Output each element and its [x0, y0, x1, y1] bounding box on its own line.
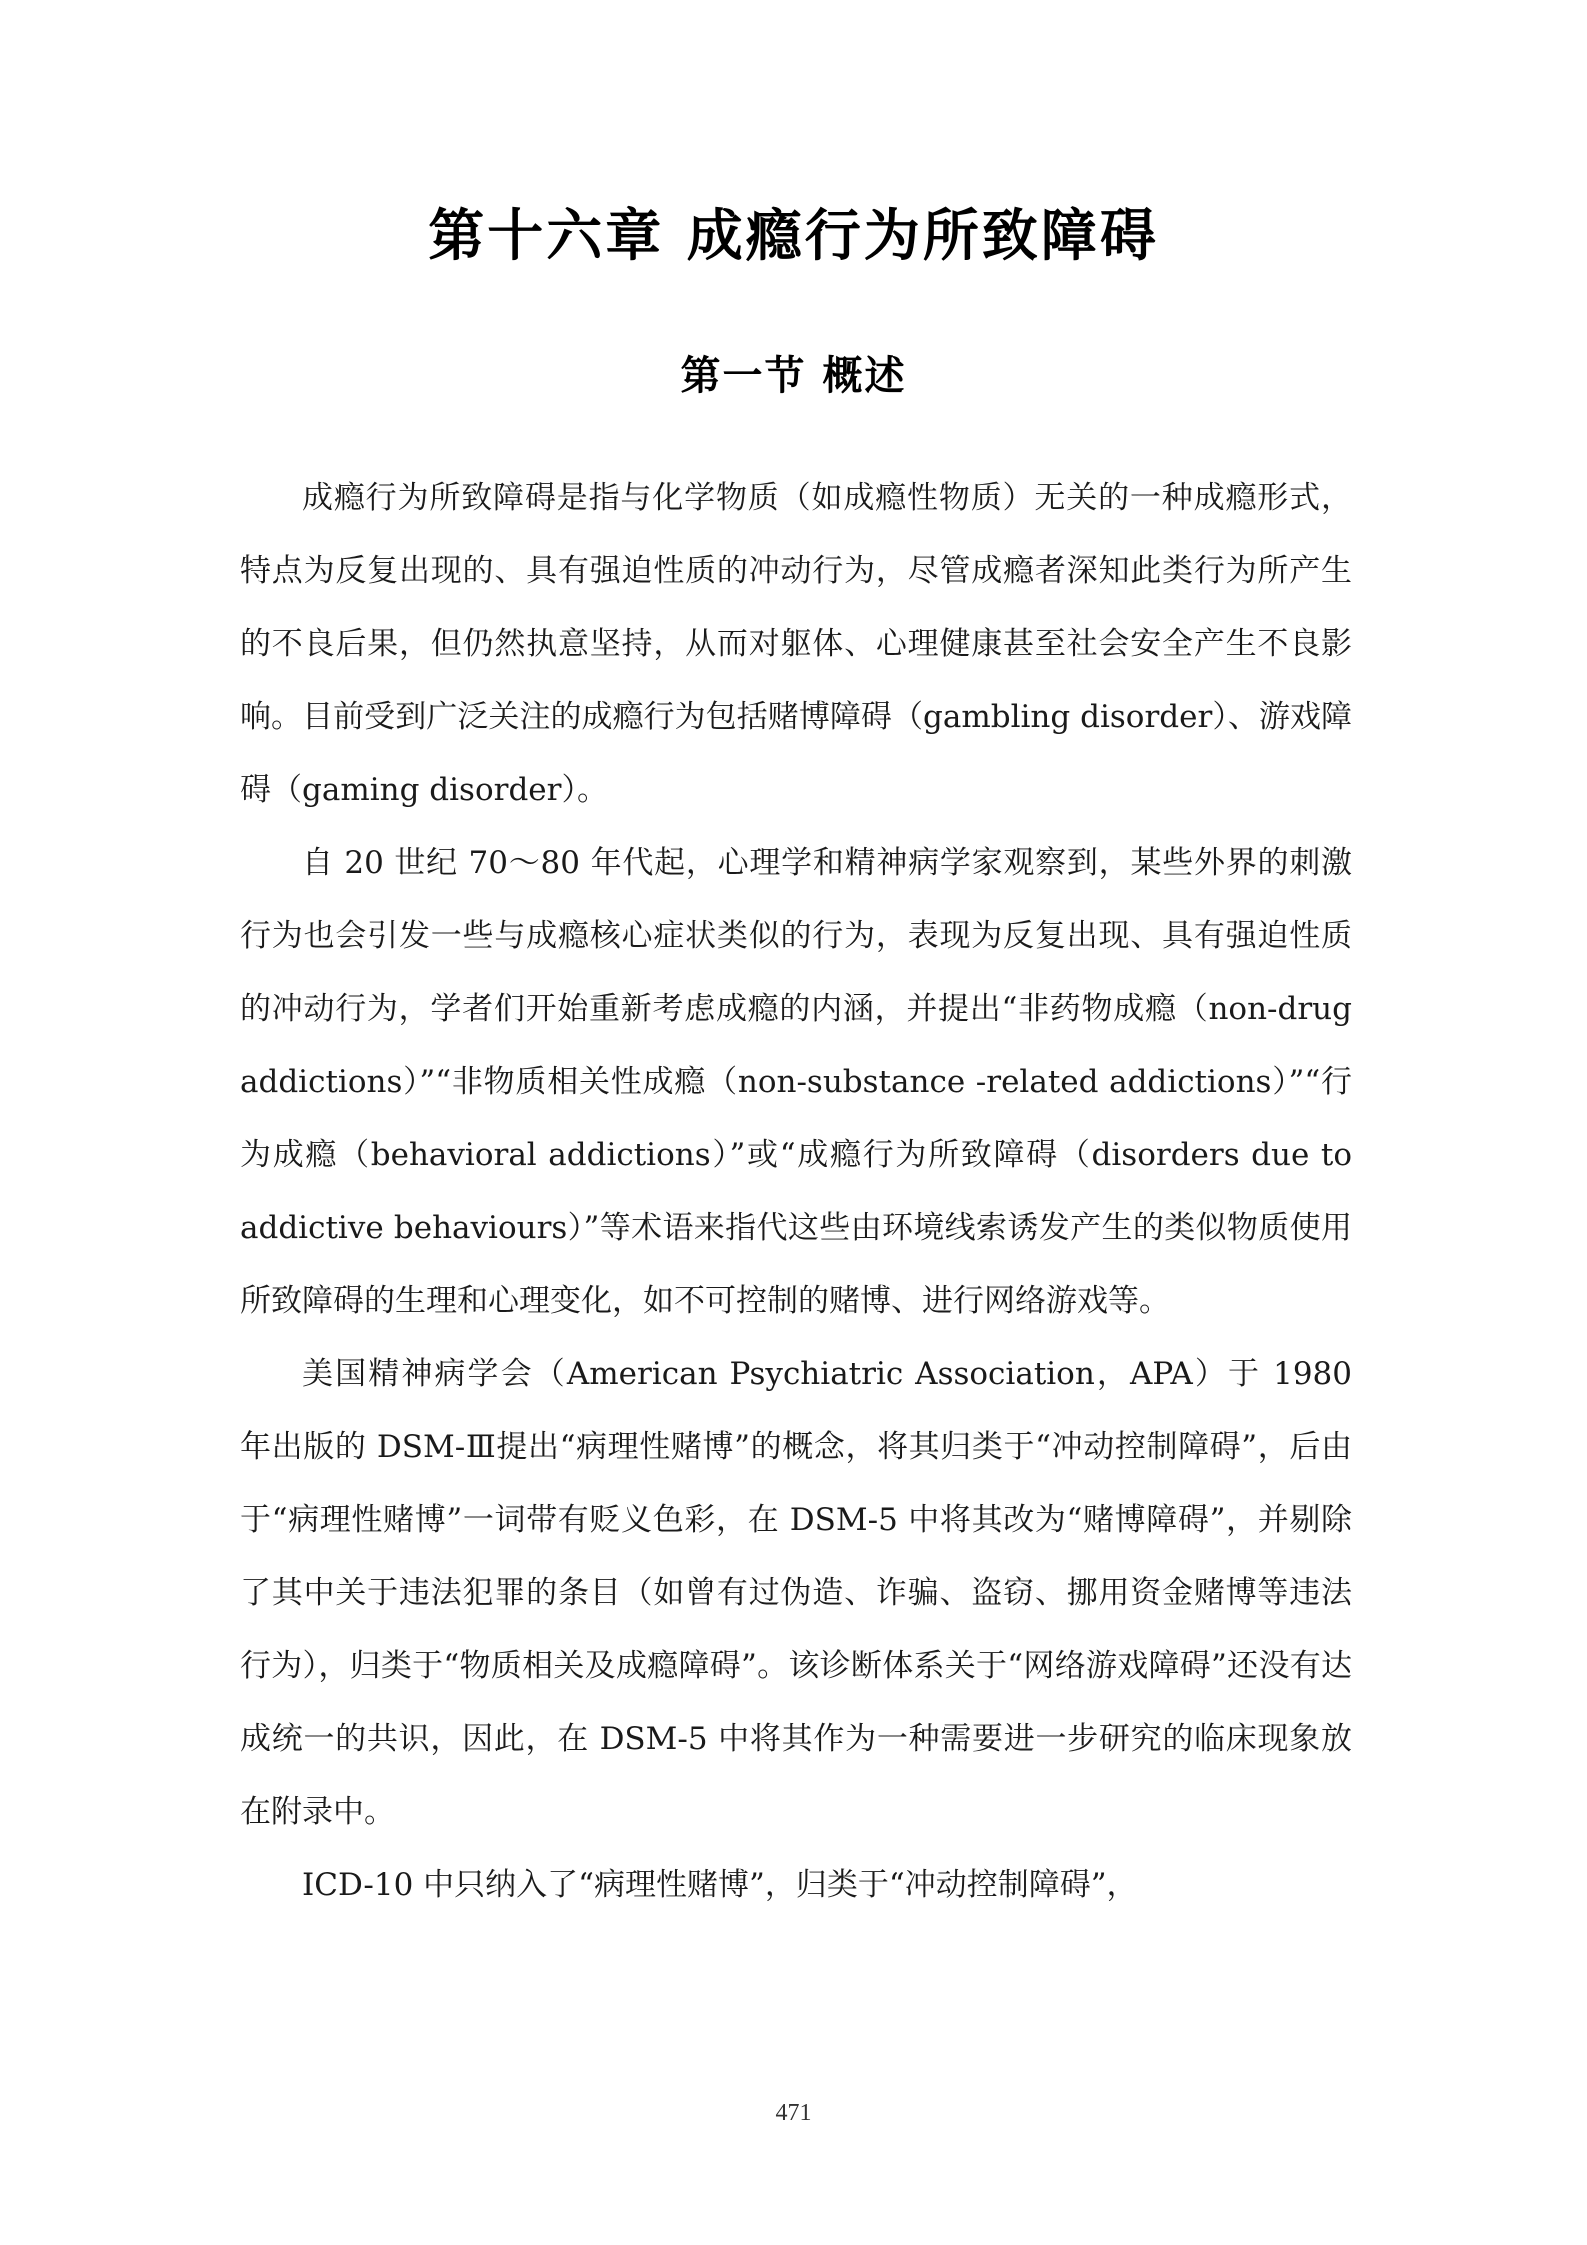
chapter-title: 第十六章 成瘾行为所致障碍: [428, 203, 1159, 269]
paragraph: 自 20 世纪 70～80 年代起，心理学和精神病学家观察到，某些外界的刺激行为也会引发一些与成瘾核心症状类似的行为，表现为反复出现、具有强迫性质的冲动行为，学者们开始重新考虑成瘾的内涵，并提出“非药物成瘾（non-drug addictions）”“非物质相关性成瘾（non-substance -related addictions）”“行为成瘾（behavioral addictions）”或“成瘾行为所致障碍（disorders due to addictive behaviours）”等术语来指代这些由环境线索诱发产生的类似物质使用所致障碍的生理和心理变化，如不可控制的赌博、进行网络游戏等。: [240, 845, 1352, 1319]
paragraph: 美国精神病学会（American Psychiatric Association，APA）于 1980 年出版的 DSM-Ⅲ提出“病理性赌博”的概念，将其归类于“冲动控制障碍”，后由于“病理性赌博”一词带有贬义色彩，在 DSM-5 中将其改为“赌博障碍”，并剔除了其中关于违法犯罪的条目（如曾有过伪造、诈骗、盗窃、挪用资金赌博等违法行为），归类于“物质相关及成瘾障碍”。该诊断体系关于“网络游戏障碍”还没有达成统一的共识，因此，在 DSM-5 中将其作为一种需要进一步研究的临床现象放在附录中。: [240, 1356, 1352, 1830]
section-title: 第一节 概述: [680, 352, 907, 399]
body-text: [240, 462, 1352, 1922]
page-number: 471: [775, 2100, 812, 2126]
paragraph: ICD-10 中只纳入了“病理性赌博”，归类于“冲动控制障碍”，: [302, 1867, 1138, 1903]
paragraph: 成瘾行为所致障碍是指与化学物质（如成瘾性物质）无关的一种成瘾形式，特点为反复出现的、具有强迫性质的冲动行为，尽管成瘾者深知此类行为所产生的不良后果，但仍然执意坚持，从而对躯体、心理健康甚至社会安全产生不良影响。目前受到广泛关注的成瘾行为包括赌博障碍（gambling disorder）、游戏障碍（gaming disorder）。: [240, 480, 1352, 808]
